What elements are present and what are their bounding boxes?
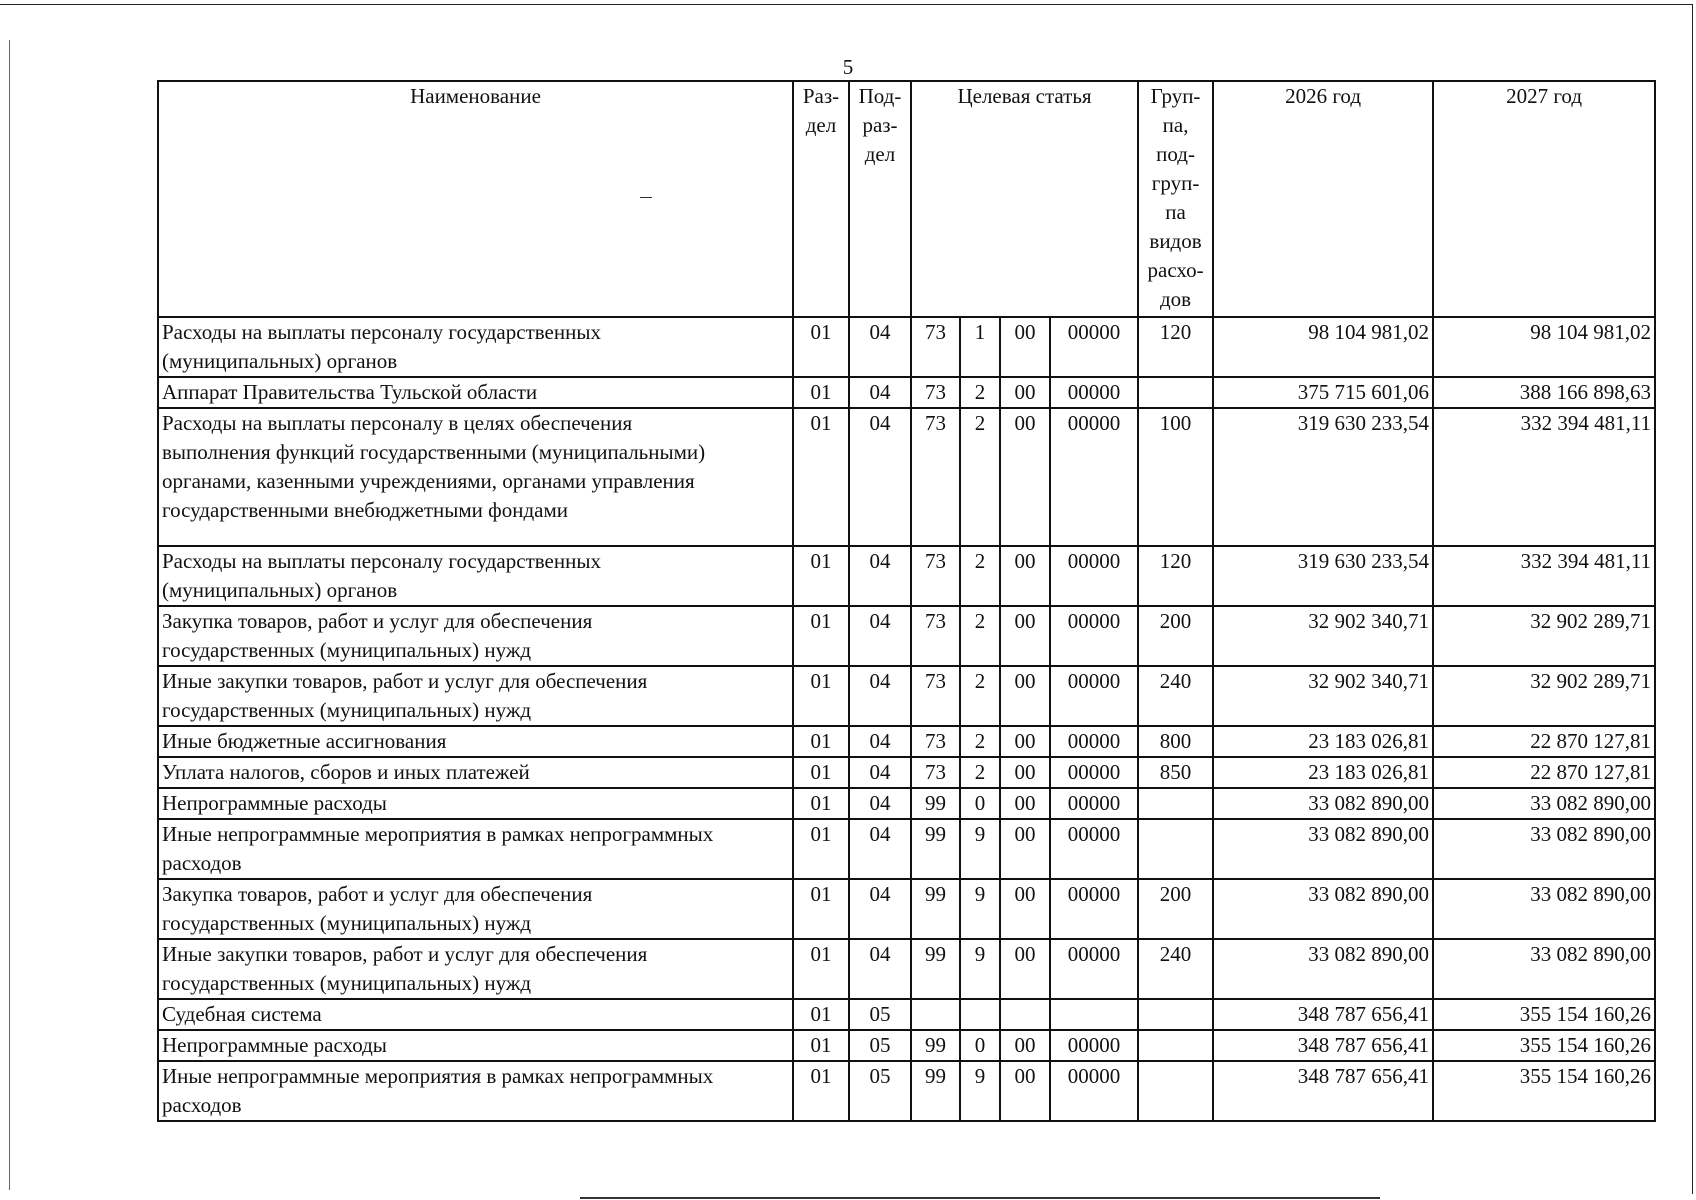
scan-bottom-rule — [580, 1197, 1380, 1199]
target-code-item: 00000 — [1050, 408, 1138, 546]
scan-border-top — [0, 4, 1692, 5]
target-code-direction: 00 — [1000, 1061, 1050, 1121]
amount-2027-cell: 332 394 481,11 — [1433, 408, 1655, 546]
target-code-item: 00000 — [1050, 726, 1138, 757]
table-row — [158, 666, 1655, 726]
target-code-subprogram: 2 — [960, 546, 1000, 606]
amount-2026-cell: 348 787 656,41 — [1213, 1030, 1433, 1061]
item-name-line: государственных (муниципальных) нужд — [162, 971, 532, 995]
target-code-program: 73 — [911, 408, 960, 546]
header-gruppa-line: под- — [1156, 142, 1195, 166]
razdel-cell: 01 — [793, 788, 849, 819]
item-name-cell — [158, 757, 793, 788]
target-code-direction: 00 — [1000, 1030, 1050, 1061]
header-gruppa-line: дов — [1159, 287, 1192, 311]
razdel-cell: 01 — [793, 726, 849, 757]
podrazdel-cell: 04 — [849, 606, 911, 666]
podrazdel-cell: 04 — [849, 666, 911, 726]
expense-group-cell: 200 — [1138, 879, 1213, 939]
razdel-cell: 01 — [793, 1061, 849, 1121]
amount-2026-cell: 23 183 026,81 — [1213, 726, 1433, 757]
table-row — [158, 757, 1655, 788]
target-code-subprogram: 9 — [960, 939, 1000, 999]
table-row — [158, 606, 1655, 666]
item-name-line: Иные непрограммные мероприятия в рамках непрограммных — [162, 822, 714, 846]
target-code-direction: 00 — [1000, 666, 1050, 726]
item-name-line: (муниципальных) органов — [162, 578, 398, 602]
item-name-cell — [158, 606, 793, 666]
item-name-line: государственных (муниципальных) нужд — [162, 638, 532, 662]
target-code-program: 73 — [911, 606, 960, 666]
target-code-program: 73 — [911, 757, 960, 788]
header-gruppa-line: па — [1165, 200, 1186, 224]
header-gruppa-line: па, — [1162, 113, 1189, 137]
target-code-item: 00000 — [1050, 939, 1138, 999]
target-code-program: 99 — [911, 939, 960, 999]
item-name-line: Иные бюджетные ассигнования — [162, 729, 447, 753]
expense-group-cell — [1138, 1030, 1213, 1061]
table-body — [158, 317, 1655, 1121]
target-code-subprogram: 2 — [960, 666, 1000, 726]
amount-2027-cell: 22 870 127,81 — [1433, 757, 1655, 788]
amount-2026-cell: 319 630 233,54 — [1213, 408, 1433, 546]
item-name-cell — [158, 546, 793, 606]
header-gruppa-line: груп- — [1151, 171, 1200, 195]
target-code-subprogram: 9 — [960, 819, 1000, 879]
target-code-program: 73 — [911, 546, 960, 606]
podrazdel-cell: 04 — [849, 408, 911, 546]
amount-2026-cell: 33 082 890,00 — [1213, 788, 1433, 819]
table-row — [158, 1061, 1655, 1121]
header-gruppa-line: видов — [1149, 229, 1202, 253]
razdel-cell: 01 — [793, 317, 849, 377]
target-code-program: 99 — [911, 788, 960, 819]
amount-2027-cell: 33 082 890,00 — [1433, 939, 1655, 999]
item-name-line: выполнения функций государственными (муниципальными) — [162, 440, 706, 464]
item-name-cell — [158, 408, 793, 546]
amount-2026-cell: 375 715 601,06 — [1213, 377, 1433, 408]
table-row — [158, 939, 1655, 999]
target-code-direction: 00 — [1000, 546, 1050, 606]
target-code-program: 73 — [911, 666, 960, 726]
podrazdel-cell: 04 — [849, 317, 911, 377]
amount-2027-cell: 355 154 160,26 — [1433, 1030, 1655, 1061]
target-code-subprogram: 2 — [960, 606, 1000, 666]
target-code-item: 00000 — [1050, 1030, 1138, 1061]
razdel-cell: 01 — [793, 879, 849, 939]
expense-group-cell: 100 — [1138, 408, 1213, 546]
amount-2026-cell: 33 082 890,00 — [1213, 879, 1433, 939]
item-name-line: органами, казенными учреждениями, органами управления — [162, 469, 695, 493]
podrazdel-cell: 05 — [849, 1061, 911, 1121]
target-code-subprogram: 9 — [960, 1061, 1000, 1121]
podrazdel-cell: 04 — [849, 879, 911, 939]
target-code-subprogram: 2 — [960, 726, 1000, 757]
item-name-line: Иные непрограммные мероприятия в рамках непрограммных — [162, 1064, 714, 1088]
expense-group-cell — [1138, 377, 1213, 408]
budget-table — [157, 80, 1656, 1122]
expense-group-cell — [1138, 999, 1213, 1030]
item-name-cell — [158, 939, 793, 999]
item-name-cell — [158, 879, 793, 939]
item-name-cell — [158, 726, 793, 757]
razdel-cell: 01 — [793, 546, 849, 606]
amount-2026-cell: 348 787 656,41 — [1213, 1061, 1433, 1121]
target-code-direction: 00 — [1000, 317, 1050, 377]
header-razdel-line: дел — [805, 113, 837, 137]
item-name-cell — [158, 819, 793, 879]
target-code-direction: 00 — [1000, 408, 1050, 546]
target-code-item: 00000 — [1050, 788, 1138, 819]
amount-2027-cell: 32 902 289,71 — [1433, 666, 1655, 726]
target-code-item: 00000 — [1050, 666, 1138, 726]
header-podrazdel — [849, 81, 911, 317]
razdel-cell: 01 — [793, 939, 849, 999]
item-name-line: Судебная система — [162, 1002, 322, 1026]
target-code-subprogram — [960, 999, 1000, 1030]
item-name-line: расходов — [162, 1093, 242, 1117]
target-code-program: 99 — [911, 1030, 960, 1061]
target-code-item: 00000 — [1050, 757, 1138, 788]
amount-2026-cell: 33 082 890,00 — [1213, 819, 1433, 879]
table-row — [158, 879, 1655, 939]
amount-2026-cell: 23 183 026,81 — [1213, 757, 1433, 788]
target-code-subprogram: 2 — [960, 757, 1000, 788]
target-code-item: 00000 — [1050, 377, 1138, 408]
item-name-cell — [158, 666, 793, 726]
podrazdel-cell: 04 — [849, 939, 911, 999]
table-row — [158, 377, 1655, 408]
target-code-program: 73 — [911, 317, 960, 377]
razdel-cell: 01 — [793, 999, 849, 1030]
header-name: Наименование — [158, 81, 793, 317]
target-code-subprogram: 2 — [960, 377, 1000, 408]
table-row — [158, 726, 1655, 757]
item-name-line: расходов — [162, 851, 242, 875]
target-code-item — [1050, 999, 1138, 1030]
table-row — [158, 1030, 1655, 1061]
header-razdel — [793, 81, 849, 317]
target-code-program: 99 — [911, 819, 960, 879]
razdel-cell: 01 — [793, 377, 849, 408]
target-code-subprogram: 0 — [960, 1030, 1000, 1061]
target-code-direction — [1000, 999, 1050, 1030]
target-code-direction: 00 — [1000, 788, 1050, 819]
razdel-cell: 01 — [793, 408, 849, 546]
item-name-cell — [158, 1061, 793, 1121]
header-podrazdel-line: Под- — [858, 84, 902, 108]
expense-group-cell: 200 — [1138, 606, 1213, 666]
target-code-item: 00000 — [1050, 317, 1138, 377]
header-razdel-line: Раз- — [802, 84, 840, 108]
table-row — [158, 408, 1655, 546]
expense-group-cell — [1138, 819, 1213, 879]
expense-group-cell: 240 — [1138, 939, 1213, 999]
table-row — [158, 317, 1655, 377]
target-code-direction: 00 — [1000, 606, 1050, 666]
target-code-program — [911, 999, 960, 1030]
target-code-program: 99 — [911, 879, 960, 939]
item-name-line: (муниципальных) органов — [162, 349, 398, 373]
target-code-item: 00000 — [1050, 879, 1138, 939]
scan-border-left — [9, 40, 10, 1190]
amount-2027-cell: 33 082 890,00 — [1433, 879, 1655, 939]
item-name-line: Расходы на выплаты персоналу государственных — [162, 320, 601, 344]
item-name-line: Непрограммные расходы — [162, 1033, 387, 1057]
item-name-line: Закупка товаров, работ и услуг для обеспечения — [162, 882, 593, 906]
expense-group-cell: 120 — [1138, 546, 1213, 606]
expense-group-cell — [1138, 788, 1213, 819]
target-code-subprogram: 0 — [960, 788, 1000, 819]
expense-group-cell: 850 — [1138, 757, 1213, 788]
amount-2026-cell: 98 104 981,02 — [1213, 317, 1433, 377]
amount-2027-cell: 355 154 160,26 — [1433, 1061, 1655, 1121]
razdel-cell: 01 — [793, 757, 849, 788]
podrazdel-cell: 05 — [849, 999, 911, 1030]
podrazdel-cell: 04 — [849, 377, 911, 408]
item-name-line: Закупка товаров, работ и услуг для обеспечения — [162, 609, 593, 633]
table-row — [158, 999, 1655, 1030]
item-name-cell — [158, 377, 793, 408]
amount-2027-cell: 22 870 127,81 — [1433, 726, 1655, 757]
razdel-cell: 01 — [793, 1030, 849, 1061]
item-name-line: Иные закупки товаров, работ и услуг для обеспечения — [162, 942, 648, 966]
amount-2026-cell: 348 787 656,41 — [1213, 999, 1433, 1030]
header-year-2026: 2026 год — [1213, 81, 1433, 317]
target-code-item: 00000 — [1050, 819, 1138, 879]
table-row — [158, 819, 1655, 879]
expense-group-cell — [1138, 1061, 1213, 1121]
expense-group-cell: 120 — [1138, 317, 1213, 377]
item-name-cell — [158, 788, 793, 819]
amount-2026-cell: 32 902 340,71 — [1213, 666, 1433, 726]
expense-group-cell: 800 — [1138, 726, 1213, 757]
razdel-cell: 01 — [793, 666, 849, 726]
target-code-subprogram: 2 — [960, 408, 1000, 546]
page-number: 5 — [842, 55, 854, 79]
item-name-line: Уплата налогов, сборов и иных платежей — [162, 760, 530, 784]
item-name-line: Непрограммные расходы — [162, 791, 387, 815]
target-code-program: 99 — [911, 1061, 960, 1121]
target-code-subprogram: 1 — [960, 317, 1000, 377]
amount-2026-cell: 33 082 890,00 — [1213, 939, 1433, 999]
scan-border-right — [1692, 4, 1693, 1194]
amount-2026-cell: 319 630 233,54 — [1213, 546, 1433, 606]
header-gruppa-line: Груп- — [1150, 84, 1201, 108]
target-code-direction: 00 — [1000, 726, 1050, 757]
podrazdel-cell: 04 — [849, 757, 911, 788]
target-code-direction: 00 — [1000, 879, 1050, 939]
item-name-cell — [158, 1030, 793, 1061]
razdel-cell: 01 — [793, 819, 849, 879]
target-code-item: 00000 — [1050, 546, 1138, 606]
target-code-subprogram: 9 — [960, 879, 1000, 939]
table-header-row — [158, 81, 1655, 317]
amount-2027-cell: 33 082 890,00 — [1433, 788, 1655, 819]
amount-2026-cell: 32 902 340,71 — [1213, 606, 1433, 666]
header-podrazdel-line: дел — [864, 142, 896, 166]
item-name-line: государственных (муниципальных) нужд — [162, 911, 532, 935]
header-year-2027: 2027 год — [1433, 81, 1655, 317]
podrazdel-cell: 04 — [849, 819, 911, 879]
amount-2027-cell: 388 166 898,63 — [1433, 377, 1655, 408]
razdel-cell: 01 — [793, 606, 849, 666]
item-name-line: государственными внебюджетными фондами — [162, 498, 569, 522]
item-name-line: Расходы на выплаты персоналу в целях обеспечения — [162, 411, 633, 435]
table-row — [158, 788, 1655, 819]
table-row — [158, 546, 1655, 606]
amount-2027-cell: 332 394 481,11 — [1433, 546, 1655, 606]
target-code-item: 00000 — [1050, 1061, 1138, 1121]
target-code-item: 00000 — [1050, 606, 1138, 666]
item-name-cell — [158, 317, 793, 377]
podrazdel-cell: 04 — [849, 726, 911, 757]
target-code-direction: 00 — [1000, 377, 1050, 408]
header-gruppa — [1138, 81, 1213, 317]
amount-2027-cell: 33 082 890,00 — [1433, 819, 1655, 879]
target-code-direction: 00 — [1000, 819, 1050, 879]
podrazdel-cell: 05 — [849, 1030, 911, 1061]
item-name-line: Аппарат Правительства Тульской области — [162, 380, 538, 404]
amount-2027-cell: 355 154 160,26 — [1433, 999, 1655, 1030]
header-tselevaya-statya: Целевая статья — [911, 81, 1138, 317]
item-name-line: государственных (муниципальных) нужд — [162, 698, 532, 722]
target-code-direction: 00 — [1000, 939, 1050, 999]
podrazdel-cell: 04 — [849, 546, 911, 606]
amount-2027-cell: 98 104 981,02 — [1433, 317, 1655, 377]
amount-2027-cell: 32 902 289,71 — [1433, 606, 1655, 666]
expense-group-cell: 240 — [1138, 666, 1213, 726]
header-podrazdel-line: раз- — [862, 113, 898, 137]
target-code-program: 73 — [911, 377, 960, 408]
header-gruppa-line: расхо- — [1147, 258, 1204, 282]
target-code-direction: 00 — [1000, 757, 1050, 788]
item-name-cell — [158, 999, 793, 1030]
item-name-line: Расходы на выплаты персоналу государственных — [162, 549, 601, 573]
target-code-program: 73 — [911, 726, 960, 757]
item-name-line: Иные закупки товаров, работ и услуг для обеспечения — [162, 669, 648, 693]
podrazdel-cell: 04 — [849, 788, 911, 819]
